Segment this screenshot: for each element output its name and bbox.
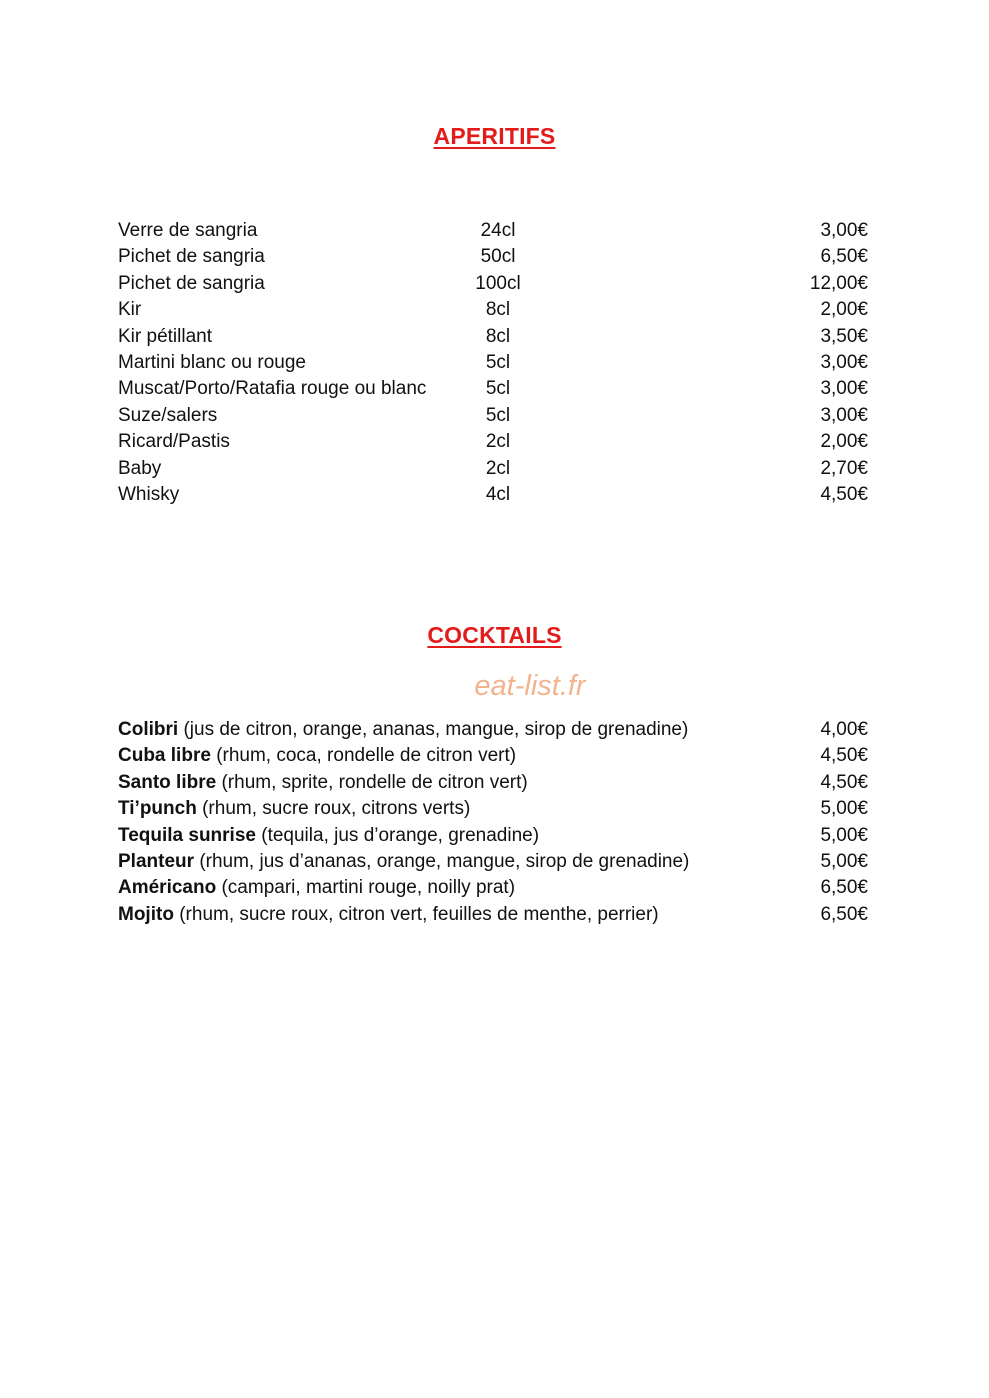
aperitif-name: Suze/salers xyxy=(118,404,218,426)
cocktail-name: Américano xyxy=(118,877,217,899)
cocktail-item xyxy=(118,823,870,849)
cocktail-ingredients: (tequila, jus d’orange, grenadine) xyxy=(261,824,540,846)
aperitif-name: Kir xyxy=(118,299,142,321)
aperitifs-heading: APERITIFS xyxy=(433,123,556,149)
aperitif-volume: 50cl xyxy=(480,246,516,268)
aperitif-name: Pichet de sangria xyxy=(118,246,265,268)
aperitif-name: Pichet de sangria xyxy=(118,272,265,294)
aperitif-name: Baby xyxy=(118,457,162,479)
cocktail-price: 5,00€ xyxy=(820,798,868,820)
aperitif-item xyxy=(118,482,870,508)
cocktail-name: Santo libre xyxy=(118,771,217,793)
cocktail-price: 4,00€ xyxy=(820,719,868,740)
aperitif-volume: 4cl xyxy=(485,483,511,505)
cocktail-price: 5,00€ xyxy=(820,824,868,846)
aperitif-item xyxy=(118,244,870,270)
aperitifs-list xyxy=(118,218,870,508)
aperitif-price: 3,50€ xyxy=(820,325,868,347)
aperitif-name: Muscat/Porto/Ratafia rouge ou blanc xyxy=(118,378,427,400)
cocktail-ingredients: (rhum, sucre roux, citron vert, feuilles de menthe, perrier) xyxy=(179,903,659,925)
aperitif-item xyxy=(118,376,870,402)
aperitif-name: Ricard/Pastis xyxy=(118,431,230,453)
aperitif-item xyxy=(118,218,870,244)
aperitif-item xyxy=(118,271,870,297)
aperitif-volume: 5cl xyxy=(485,351,511,373)
cocktails-heading: COCKTAILS xyxy=(427,622,562,648)
aperitif-volume: 8cl xyxy=(485,299,511,321)
aperitif-price: 3,00€ xyxy=(820,351,868,373)
aperitif-price: 2,00€ xyxy=(820,431,868,453)
aperitif-price: 3,00€ xyxy=(820,220,868,241)
cocktail-item xyxy=(118,717,870,743)
cocktail-ingredients: (rhum, coca, rondelle de citron vert) xyxy=(216,745,517,767)
cocktail-price: 4,50€ xyxy=(820,745,868,767)
cocktail-item xyxy=(118,849,870,875)
cocktail-item xyxy=(118,770,870,796)
aperitif-item xyxy=(118,324,870,350)
aperitif-volume: 2cl xyxy=(485,457,511,479)
aperitif-item xyxy=(118,350,870,376)
aperitif-price: 12,00€ xyxy=(809,272,868,294)
aperitif-name: Verre de sangria xyxy=(118,220,258,241)
aperitif-price: 4,50€ xyxy=(820,483,868,505)
cocktail-ingredients: (jus de citron, orange, ananas, mangue, sirop de grenadine) xyxy=(183,719,689,740)
cocktail-ingredients: (rhum, jus d’ananas, orange, mangue, sirop de grenadine) xyxy=(199,850,690,872)
aperitif-name: Whisky xyxy=(118,483,180,505)
aperitif-volume: 24cl xyxy=(480,220,516,241)
cocktail-ingredients: (rhum, sprite, rondelle de citron vert) xyxy=(221,771,528,793)
cocktail-name: Ti’punch xyxy=(118,798,197,820)
aperitif-name: Martini blanc ou rouge xyxy=(118,351,306,373)
cocktail-item xyxy=(118,875,870,901)
cocktail-price: 6,50€ xyxy=(820,903,868,925)
aperitif-name: Kir pétillant xyxy=(118,325,212,347)
aperitif-item xyxy=(118,429,870,455)
cocktail-name: Tequila sunrise xyxy=(118,824,256,846)
aperitif-item xyxy=(118,403,870,429)
cocktail-price: 5,00€ xyxy=(820,850,868,872)
cocktail-ingredients: (rhum, sucre roux, citrons verts) xyxy=(202,798,471,820)
cocktail-item xyxy=(118,902,870,928)
aperitif-volume: 100cl xyxy=(475,272,521,294)
aperitif-volume: 5cl xyxy=(485,378,511,400)
aperitif-volume: 8cl xyxy=(485,325,511,347)
cocktails-list xyxy=(118,717,870,928)
cocktail-name: Planteur xyxy=(118,850,195,872)
cocktail-item xyxy=(118,743,870,769)
aperitif-item xyxy=(118,456,870,482)
cocktail-price: 4,50€ xyxy=(820,771,868,793)
aperitif-volume: 2cl xyxy=(485,431,511,453)
cocktail-name: Cuba libre xyxy=(118,745,211,767)
aperitif-price: 2,70€ xyxy=(820,457,868,479)
aperitif-price: 2,00€ xyxy=(820,299,868,321)
cocktail-item xyxy=(118,796,870,822)
aperitif-volume: 5cl xyxy=(485,404,511,426)
cocktail-ingredients: (campari, martini rouge, noilly prat) xyxy=(221,877,516,899)
aperitif-price: 3,00€ xyxy=(820,378,868,400)
watermark-text: eat-list.fr xyxy=(474,670,586,702)
cocktail-price: 6,50€ xyxy=(820,877,868,899)
aperitif-item xyxy=(118,297,870,323)
aperitif-price: 3,00€ xyxy=(820,404,868,426)
aperitif-price: 6,50€ xyxy=(820,246,868,268)
cocktail-name: Mojito xyxy=(118,903,174,925)
cocktail-name: Colibri xyxy=(118,719,179,740)
